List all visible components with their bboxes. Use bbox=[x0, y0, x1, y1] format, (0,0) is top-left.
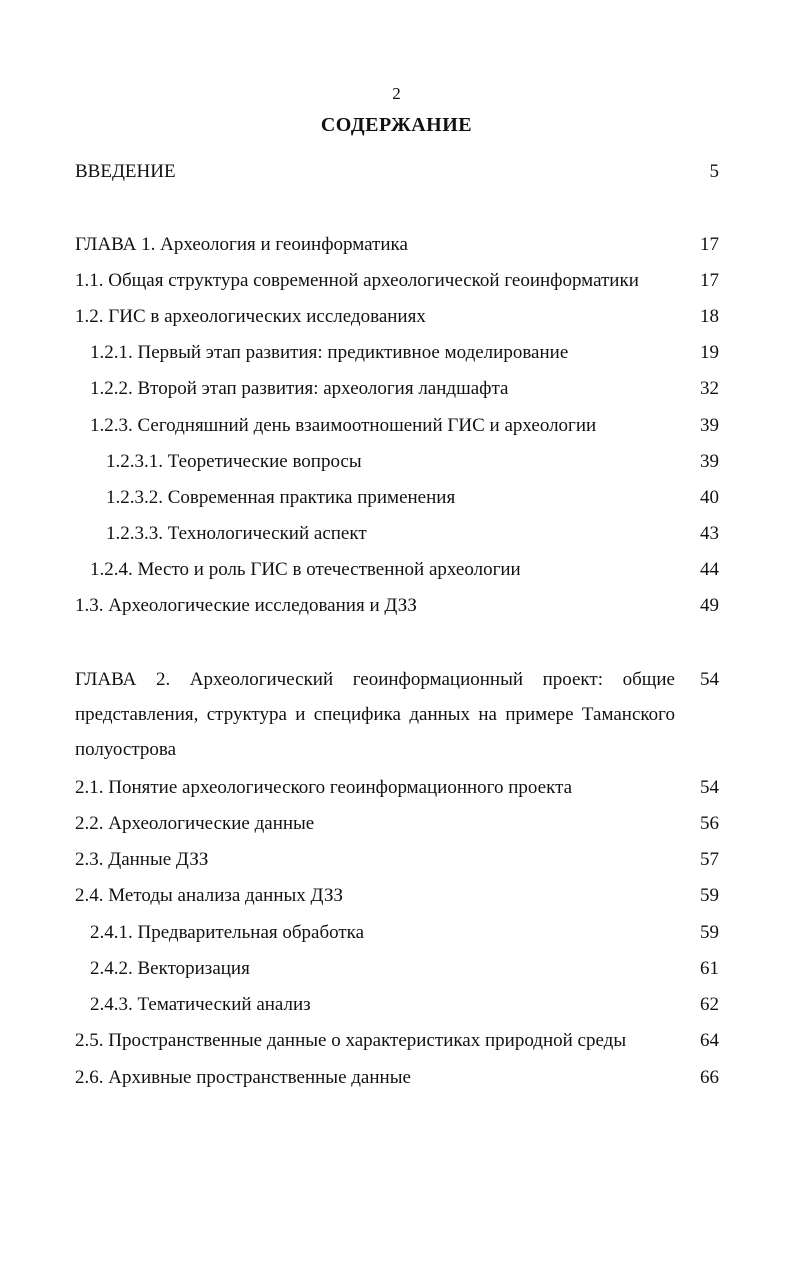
toc-entry-title: 2.2. Археологические данные bbox=[75, 813, 315, 834]
toc-entry-page: 18 bbox=[700, 306, 719, 327]
toc-entry-chapter-1 bbox=[0, 230, 793, 260]
toc-entry-title: 2.4. Методы анализа данных ДЗЗ bbox=[75, 885, 343, 906]
page-number: 2 bbox=[392, 84, 401, 103]
toc-entry-page: 39 bbox=[700, 451, 719, 472]
toc-entry-page: 61 bbox=[700, 958, 719, 979]
toc-entry-title: 2.4.3. Тематический анализ bbox=[90, 994, 311, 1015]
toc-entry-1-2-3-1 bbox=[0, 447, 793, 477]
toc-entry-title: 1.3. Археологические исследования и ДЗЗ bbox=[75, 595, 417, 616]
toc-entry-title: 1.2.1. Первый этап развития: предиктивное моделирование bbox=[90, 342, 569, 363]
toc-entry-page: 17 bbox=[700, 270, 719, 291]
toc-entry-title: 1.2.3.1. Теоретические вопросы bbox=[106, 451, 362, 472]
toc-entry-title: 1.2.2. Второй этап развития: археология ландшафта bbox=[90, 378, 509, 399]
toc-entry-page: 54 bbox=[700, 777, 719, 798]
toc-entry-page: 56 bbox=[700, 813, 719, 834]
toc-entry-1-1 bbox=[0, 266, 793, 296]
toc-entry-page: 40 bbox=[700, 487, 719, 508]
toc-entry-title: ГЛАВА 1. Археология и геоинформатика bbox=[75, 234, 408, 255]
toc-entry-title: 2.4.2. Векторизация bbox=[90, 958, 250, 979]
toc-entry-page: 59 bbox=[700, 922, 719, 943]
toc-entry-2-4 bbox=[0, 881, 793, 911]
toc-entry-page: 66 bbox=[700, 1067, 719, 1088]
toc-entry-title: 2.3. Данные ДЗЗ bbox=[75, 849, 209, 870]
toc-entry-2-3 bbox=[0, 845, 793, 875]
toc-entry-2-5 bbox=[0, 1026, 793, 1056]
toc-entry-1-2-4 bbox=[0, 555, 793, 585]
toc-entry-page: 5 bbox=[709, 161, 719, 182]
toc-entry-1-2-3 bbox=[0, 411, 793, 441]
toc-entry-title: 1.2.4. Место и роль ГИС в отечественной археологии bbox=[90, 559, 521, 580]
toc-entry-1-3 bbox=[0, 591, 793, 621]
toc-entry-2-4-3 bbox=[0, 990, 793, 1020]
toc-entry-title: 1.1. Общая структура современной археологической геоинформатики bbox=[75, 270, 639, 291]
toc-entry-page: 49 bbox=[700, 595, 719, 616]
toc-entry-title: ГЛАВА 2. Археологический геоинформационный проект: общие представления, структура и специфика данных на примере Таманского полуострова bbox=[75, 669, 675, 760]
toc-entry-intro bbox=[0, 157, 793, 187]
toc-entry-title: 1.2.3. Сегодняшний день взаимоотношений ГИС и археологии bbox=[90, 415, 597, 436]
toc-entry-title: ВВЕДЕНИЕ bbox=[75, 161, 176, 182]
toc-entry-page: 62 bbox=[700, 994, 719, 1015]
toc-entry-page: 54 bbox=[700, 669, 719, 690]
toc-entry-title: 2.1. Понятие археологического геоинформационного проекта bbox=[75, 777, 573, 798]
toc-entry-page: 32 bbox=[700, 378, 719, 399]
toc-entry-page: 19 bbox=[700, 342, 719, 363]
toc-entry-title: 2.4.1. Предварительная обработка bbox=[90, 922, 365, 943]
toc-entry-page: 39 bbox=[700, 415, 719, 436]
toc-entry-title: 1.2.3.3. Технологический аспект bbox=[106, 523, 367, 544]
toc-entry-2-1 bbox=[0, 773, 793, 803]
toc-entry-title: 1.2.3.2. Современная практика применения bbox=[106, 487, 456, 508]
toc-entry-1-2 bbox=[0, 302, 793, 332]
toc-entry-title: 1.2. ГИС в археологических исследованиях bbox=[75, 306, 426, 327]
toc-entry-2-6 bbox=[0, 1063, 793, 1093]
toc-entry-2-2 bbox=[0, 809, 793, 839]
page-title: СОДЕРЖАНИЕ bbox=[320, 114, 473, 136]
toc-entry-page: 59 bbox=[700, 885, 719, 906]
toc-entry-page: 43 bbox=[700, 523, 719, 544]
toc-entry-page: 57 bbox=[700, 849, 719, 870]
toc-entry-2-4-1 bbox=[0, 918, 793, 948]
toc-entry-1-2-3-2 bbox=[0, 483, 793, 513]
toc-entry-title: 2.6. Архивные пространственные данные bbox=[75, 1067, 411, 1088]
toc-entry-1-2-1 bbox=[0, 338, 793, 368]
toc-entry-page: 64 bbox=[700, 1030, 719, 1051]
toc-entry-title: 2.5. Пространственные данные о характеристиках природной среды bbox=[75, 1030, 627, 1051]
toc-entry-page: 17 bbox=[700, 234, 719, 255]
toc-entry-2-4-2 bbox=[0, 954, 793, 984]
toc-entry-page: 44 bbox=[700, 559, 719, 580]
toc-entry-1-2-2 bbox=[0, 374, 793, 404]
toc-entry-1-2-3-3 bbox=[0, 519, 793, 549]
